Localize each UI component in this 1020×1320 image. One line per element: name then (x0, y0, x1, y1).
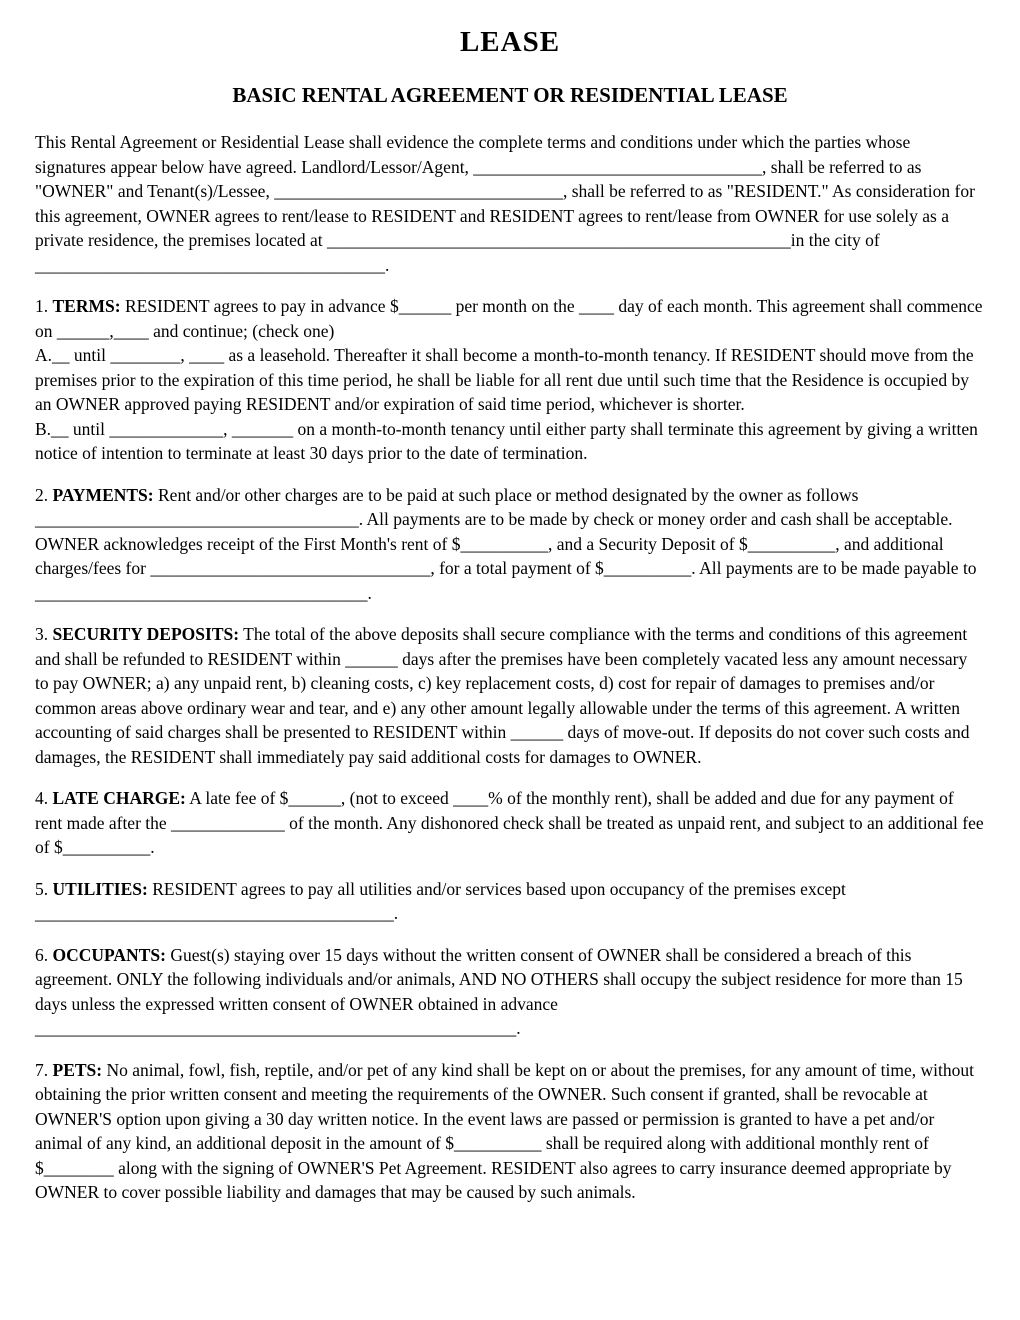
section-number: 4. (35, 788, 49, 808)
section-heading: PAYMENTS: (52, 484, 154, 505)
section-number: 2. (35, 484, 49, 505)
section-number: 6. (35, 944, 49, 965)
section-text: A late fee of $______, (not to exceed ____% of the monthly rent), shall be added and due for any payment of rent made after the _____________ of the month. Any dishonored check shall be treated as unpaid rent, and subject to an additional fee of $__________. (35, 788, 984, 857)
intro-paragraph: This Rental Agreement or Residential Lease shall evidence the complete terms and conditions under which the parties whose signatures appear below have agreed. Landlord/Lessor/Agent, _________________________________, shall be referred to as "OWNER" and Tenant(s)/Lessee, _________________________________, shall be referred to as "RESIDENT." As consideration for this agreement, OWNER agrees to rent/lease to RESIDENT and RESIDENT agrees to rent/lease from OWNER for use solely as a private residence, the premises located at _____________________________________________________in the city of ________________________________________. (35, 132, 975, 275)
section-paragraph-option-a: A.__ until ________, ____ as a leasehold. Thereafter it shall become a month-to-month tenancy. If RESIDENT should move from the premises prior to the expiration of this time period, he shall be liable for all rent due until such time that the Residence is occupied by an OWNER approved paying RESIDENT and/or expiration of said time period, whichever is shorter. (35, 345, 974, 414)
section-4-late-charge (35, 786, 985, 860)
document-subtitle: BASIC RENTAL AGREEMENT OR RESIDENTIAL LEASE (232, 83, 788, 107)
section-7-pets (35, 1058, 985, 1205)
section-text: The total of the above deposits shall secure compliance with the terms and conditions of this agreement and shall be refunded to RESIDENT within ______ days after the premises have been completely vacated less any amount necessary to pay OWNER; a) any unpaid rent, b) cleaning costs, c) key replacement costs, d) cost for repair of damages to premises and/or common areas above ordinary wear and tear, and e) any other amount legally allowable under the terms of this agreement. A written accounting of said charges shall be presented to RESIDENT within ______ days of move-out. If deposits do not cover such costs and damages, the RESIDENT shall immediately pay said additional costs for damages to OWNER. (35, 624, 970, 767)
section-lead-paragraph (35, 877, 985, 926)
section-lead-paragraph (35, 943, 985, 1041)
section-lead-paragraph (35, 622, 985, 769)
section-heading: SECURITY DEPOSITS: (52, 624, 240, 644)
section-6-occupants (35, 943, 985, 1041)
section-number: 7. (35, 1059, 49, 1080)
section-2-payments (35, 483, 985, 606)
section-heading: PETS: (52, 1059, 103, 1080)
section-heading: UTILITIES: (52, 878, 148, 899)
section-text: Guest(s) staying over 15 days without the written consent of OWNER shall be considered a breach of this agreement. ONLY the following individuals and/or animals, AND NO OTHERS shall occupy the subject residence for more than 15 days unless the expressed written consent of OWNER obtained in advance _______________________________________________________. (35, 944, 963, 1038)
section-lead-paragraph (35, 1058, 985, 1205)
section-5-utilities (35, 877, 985, 926)
section-number: 3. (35, 624, 49, 644)
section-heading: OCCUPANTS: (52, 944, 166, 965)
section-heading: TERMS: (52, 296, 121, 316)
section-1-terms (35, 294, 985, 466)
section-number: 1. (35, 296, 49, 316)
section-lead-paragraph (35, 483, 985, 606)
section-text: No animal, fowl, fish, reptile, and/or pet of any kind shall be kept on or about the premises, for any amount of time, without obtaining the prior written consent and meeting the requirements of the OWNER. Such consent if granted, shall be revocable at OWNER'S option upon giving a 30 day written notice. In the event laws are passed or permission is granted to have a pet and/or animal of any kind, an additional deposit in the amount of $__________ shall be required along with additional monthly rent of $________ along with the signing of OWNER'S Pet Agreement. RESIDENT also agrees to carry insurance deemed appropriate by OWNER to cover possible liability and damages that may be caused by such animals. (35, 1059, 974, 1202)
section-lead-paragraph (35, 294, 985, 343)
section-heading: LATE CHARGE: (52, 788, 186, 808)
section-text: RESIDENT agrees to pay in advance $______ per month on the ____ day of each month. This agreement shall commence on ______,____ and continue; (check one) (35, 296, 983, 341)
section-paragraph-option-b: B.__ until _____________, _______ on a month-to-month tenancy until either party shall terminate this agreement by giving a written notice of intention to terminate at least 30 days prior to the date of termination. (35, 418, 978, 463)
section-text: RESIDENT agrees to pay all utilities and/or services based upon occupancy of the premises except _________________________________________. (35, 878, 846, 923)
document-title: LEASE (459, 26, 561, 58)
section-lead-paragraph (35, 786, 985, 860)
section-3-security-deposits (35, 622, 985, 769)
section-text: Rent and/or other charges are to be paid at such place or method designated by the owner as follows _____________________________________. All payments are to be made by check or money order and cash shall be acceptable. OWNER acknowledges receipt of the First Month's rent of $__________, and a Security Deposit of $__________, and additional charges/fees for ________________________________, for a total payment of $__________. All payments are to be made payable to ______________________________________. (35, 484, 977, 603)
section-number: 5. (35, 878, 49, 899)
